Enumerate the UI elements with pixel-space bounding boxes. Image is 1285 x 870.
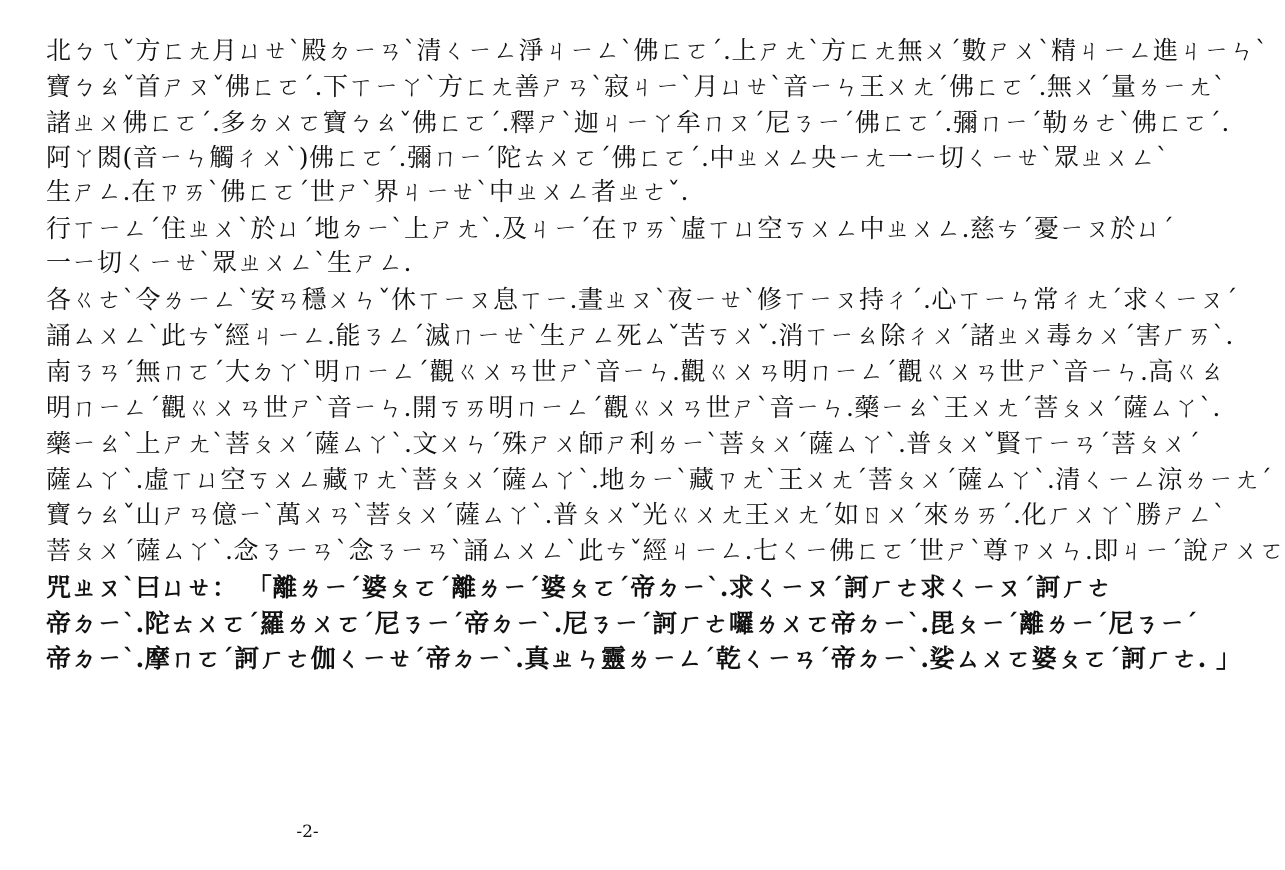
text-line: 各ㄍㄜˋ令ㄌㄧㄥˋ安ㄢ穩ㄨㄣˇ休ㄒㄧㄡ息ㄒㄧ.晝ㄓㄡˋ夜ㄧㄝˋ修ㄒㄧㄡ持ㄔˊ.心ㄒㄧㄣ常ㄔㄤˊ求ㄑㄧㄡˊ — [46, 285, 1238, 314]
mantra-line: 咒ㄓㄡˋ曰ㄩㄝ： 「離ㄌㄧˊ婆ㄆㄛˊ離ㄌㄧˊ婆ㄆㄛˊ帝ㄉㄧˋ.求ㄑㄧㄡˊ訶ㄏㄜ求ㄑㄧㄡˊ訶ㄏㄜ — [46, 573, 1112, 602]
text-line: 北ㄅㄟˇ方ㄈㄤ月ㄩㄝˋ殿ㄉㄧㄢˋ清ㄑㄧㄥ淨ㄐㄧㄥˋ佛ㄈㄛˊ.上ㄕㄤˋ方ㄈㄤ無ㄨˊ數ㄕㄨˋ精ㄐㄧㄥ進ㄐㄧㄣˋ — [46, 36, 1268, 65]
text-line: 一ㄧ切ㄑㄧㄝˋ眾ㄓㄨㄥˋ生ㄕㄥ. — [46, 248, 412, 277]
text-line: 藥ㄧㄠˋ上ㄕㄤˋ菩ㄆㄨˊ薩ㄙㄚˋ.文ㄨㄣˊ殊ㄕㄨ師ㄕ利ㄌㄧˋ菩ㄆㄨˊ薩ㄙㄚˋ.普ㄆㄨˇ賢ㄒㄧㄢˊ菩ㄆㄨˊ — [46, 429, 1201, 458]
text-line: 薩ㄙㄚˋ.虛ㄒㄩ空ㄎㄨㄥ藏ㄗㄤˋ菩ㄆㄨˊ薩ㄙㄚˋ.地ㄉㄧˋ藏ㄗㄤˋ王ㄨㄤˊ菩ㄆㄨˊ薩ㄙㄚˋ.清ㄑㄧㄥ涼ㄌㄧㄤˊ — [46, 465, 1273, 494]
text-line: 生ㄕㄥ.在ㄗㄞˋ佛ㄈㄛˊ世ㄕˋ界ㄐㄧㄝˋ中ㄓㄨㄥ者ㄓㄜˇ. — [46, 177, 689, 206]
text-line: 寶ㄅㄠˇ山ㄕㄢ億ㄧˋ萬ㄨㄢˋ菩ㄆㄨˊ薩ㄙㄚˋ.普ㄆㄨˇ光ㄍㄨㄤ王ㄨㄤˊ如ㄖㄨˊ來ㄌㄞˊ.化ㄏㄨㄚˋ勝ㄕㄥˋ — [46, 500, 1226, 529]
text-line: 寶ㄅㄠˇ首ㄕㄡˇ佛ㄈㄛˊ.下ㄒㄧㄚˋ方ㄈㄤ善ㄕㄢˋ寂ㄐㄧˋ月ㄩㄝˋ音ㄧㄣ王ㄨㄤˊ佛ㄈㄛˊ.無ㄨˊ量ㄌㄧㄤˋ — [46, 72, 1226, 101]
text-line: 誦ㄙㄨㄥˋ此ㄘˇ經ㄐㄧㄥ.能ㄋㄥˊ滅ㄇㄧㄝˋ生ㄕㄥ死ㄙˇ苦ㄎㄨˇ.消ㄒㄧㄠ除ㄔㄨˊ諸ㄓㄨ毒ㄉㄨˊ害ㄏㄞˋ. — [46, 321, 1234, 350]
text-line: 菩ㄆㄨˊ薩ㄙㄚˋ.念ㄋㄧㄢˋ念ㄋㄧㄢˋ誦ㄙㄨㄥˋ此ㄘˇ經ㄐㄧㄥ.七ㄑㄧ佛ㄈㄛˊ世ㄕˋ尊ㄗㄨㄣ.即ㄐㄧˊ說ㄕㄨㄛ — [46, 536, 1285, 565]
text-line: 南ㄋㄢˊ無ㄇㄛˊ大ㄉㄚˋ明ㄇㄧㄥˊ觀ㄍㄨㄢ世ㄕˋ音ㄧㄣ.觀ㄍㄨㄢ明ㄇㄧㄥˊ觀ㄍㄨㄢ世ㄕˋ音ㄧㄣ.高ㄍㄠ — [46, 357, 1225, 386]
text-line: 明ㄇㄧㄥˊ觀ㄍㄨㄢ世ㄕˋ音ㄧㄣ.開ㄎㄞ明ㄇㄧㄥˊ觀ㄍㄨㄢ世ㄕˋ音ㄧㄣ.藥ㄧㄠˋ王ㄨㄤˊ菩ㄆㄨˊ薩ㄙㄚˋ. — [46, 393, 1221, 422]
text-line: 阿ㄚ閦(音ㄧㄣ觸ㄔㄨˋ)佛ㄈㄛˊ.彌ㄇㄧˊ陀ㄊㄨㄛˊ佛ㄈㄛˊ.中ㄓㄨㄥ央ㄧㄤ一ㄧ切ㄑㄧㄝˋ眾ㄓㄨㄥˋ — [46, 143, 1169, 172]
mantra-line: 帝ㄉㄧˋ.陀ㄊㄨㄛˊ羅ㄌㄨㄛˊ尼ㄋㄧˊ帝ㄉㄧˋ.尼ㄋㄧˊ訶ㄏㄜ囉ㄌㄨㄛ帝ㄉㄧˋ.毘ㄆㄧˊ離ㄌㄧˊ尼ㄋㄧˊ — [46, 609, 1199, 638]
page-number: -2- — [296, 822, 319, 842]
text-line: 諸ㄓㄨ佛ㄈㄛˊ.多ㄉㄨㄛ寶ㄅㄠˇ佛ㄈㄛˊ.釋ㄕˋ迦ㄐㄧㄚ牟ㄇㄡˊ尼ㄋㄧˊ佛ㄈㄛˊ.彌ㄇㄧˊ勒ㄌㄜˋ佛ㄈㄛˊ. — [46, 108, 1230, 137]
text-line: 行ㄒㄧㄥˊ住ㄓㄨˋ於ㄩˊ地ㄉㄧˋ上ㄕㄤˋ.及ㄐㄧˊ在ㄗㄞˋ虛ㄒㄩ空ㄎㄨㄥ中ㄓㄨㄥ.慈ㄘˊ憂ㄧㄡ於ㄩˊ — [46, 214, 1175, 243]
mantra-line: 帝ㄉㄧˋ.摩ㄇㄛˊ訶ㄏㄜ伽ㄑㄧㄝˊ帝ㄉㄧˋ.真ㄓㄣ靈ㄌㄧㄥˊ乾ㄑㄧㄢˊ帝ㄉㄧˋ.娑ㄙㄨㄛ婆ㄆㄛˊ訶ㄏㄜ. 」 — [46, 644, 1242, 673]
